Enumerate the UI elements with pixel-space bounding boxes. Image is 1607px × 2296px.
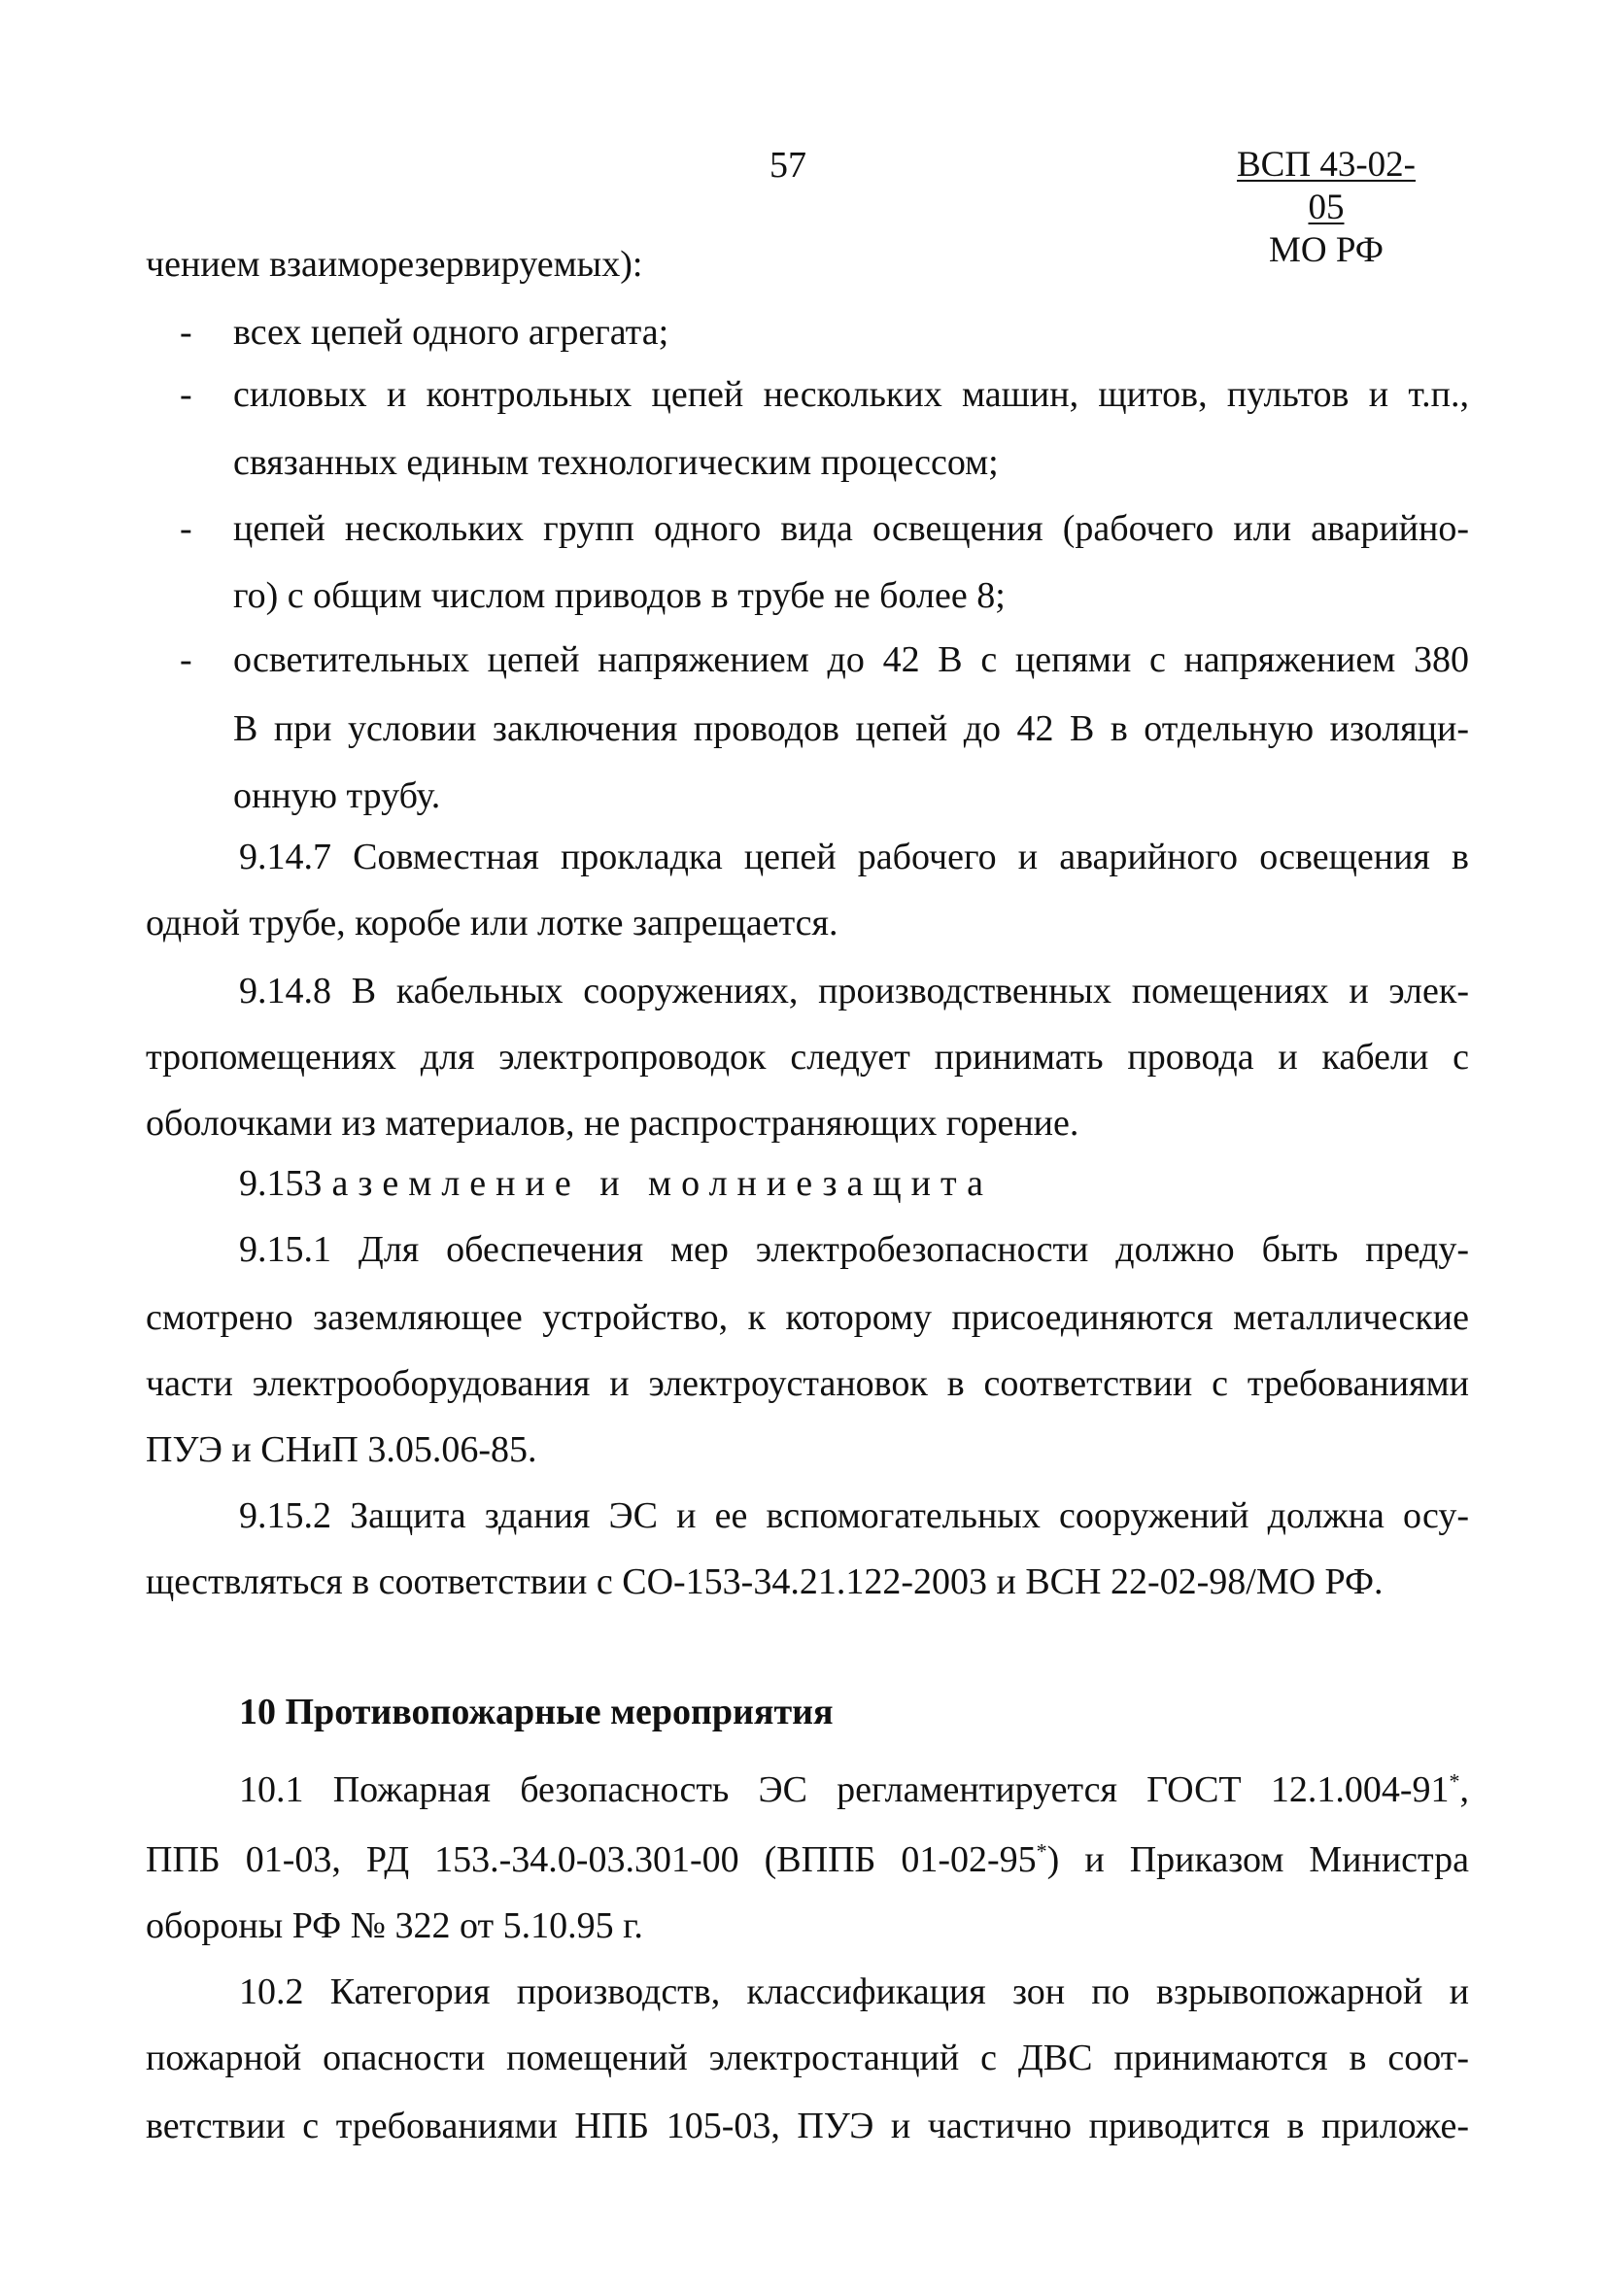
punctuation: ,: [1459, 1769, 1469, 1810]
paragraph-line: 9.15.1 Для обеспечения мер электробезопасности должно быть преду-: [239, 1229, 1469, 1270]
paragraph-line: 9.15.2 Защита здания ЭС и ее вспомогательных сооружений должна осу-: [239, 1495, 1469, 1536]
list-item-text: осветительных цепей напряжением до 42 В с цепями с напряжением 380: [233, 639, 1469, 680]
list-item-text: всех цепей одного агрегата;: [233, 312, 669, 353]
paragraph-line: части электрооборудования и электроустановок в соответствии с требованиями: [146, 1363, 1469, 1404]
paragraph-text: ППБ 01-03, РД 153.-34.0-03.301-00 (ВППБ 01-02-95: [146, 1839, 1037, 1880]
list-item-text: В при условии заключения проводов цепей до 42 В в отдельную изоляци-: [233, 708, 1469, 749]
paragraph-line: оболочками из материалов, не распространяющих горение.: [146, 1103, 1079, 1144]
list-item-text: силовых и контрольных цепей нескольких машин, щитов, пультов и т.п.,: [233, 374, 1469, 415]
section-number: 9.15: [239, 1163, 304, 1204]
page-number: 57: [769, 145, 806, 186]
list-bullet-dash: -: [180, 374, 192, 415]
document-organization: МО РФ: [1268, 230, 1385, 270]
list-item-text: цепей нескольких групп одного вида освещения (рабочего или аварийно-: [233, 508, 1469, 549]
paragraph-line: [239, 1766, 1469, 1813]
text-line: чением взаиморезервируемых):: [146, 244, 643, 285]
list-bullet-dash: -: [180, 508, 192, 549]
document-header: [1219, 144, 1433, 272]
section-heading: 10 Противопожарные мероприятия: [239, 1692, 834, 1732]
paragraph-line: обороны РФ № 322 от 5.10.95 г.: [146, 1905, 643, 1946]
paragraph-line: пожарной опасности помещений электростанций с ДВС принимаются в соот-: [146, 2038, 1469, 2078]
footnote-star: *: [1036, 1838, 1047, 1864]
paragraph-line: ПУЭ и СНиП 3.05.06-85.: [146, 1429, 537, 1470]
paragraph-text: 10.1 Пожарная безопасность ЭС регламентируется ГОСТ 12.1.004-91: [239, 1769, 1450, 1810]
paragraph-line: 9.14.8 В кабельных сооружениях, производственных помещениях и элек-: [239, 971, 1469, 1011]
document-code: ВСП 43-02-05: [1237, 145, 1416, 227]
paragraph-line: ществляться в соответствии с СО-153-34.21.122-2003 и ВСН 22-02-98/МО РФ.: [146, 1561, 1384, 1602]
paragraph-line: ветствии с требованиями НПБ 105-03, ПУЭ и частично приводится в приложе-: [146, 2106, 1469, 2146]
paragraph-line: смотрено заземляющее устройство, к которому присоединяются металлические: [146, 1297, 1469, 1338]
paragraph-line: тропомещениях для электропроводок следует принимать провода и кабели с: [146, 1037, 1469, 1078]
section-heading: [239, 1160, 993, 1207]
paragraph-line: 10.2 Категория производств, классификация зон по взрывопожарной и: [239, 1971, 1469, 2012]
list-item-text: го) с общим числом приводов в трубе не более 8;: [233, 575, 1006, 616]
paragraph-line: 9.14.7 Совместная прокладка цепей рабочего и аварийного освещения в: [239, 837, 1469, 877]
list-bullet-dash: -: [180, 312, 192, 353]
section-title: Заземление и молниезащита: [303, 1163, 993, 1204]
list-item-text: онную трубу.: [233, 775, 441, 816]
footnote-star: *: [1449, 1768, 1460, 1794]
paragraph-line: [146, 1836, 1469, 1883]
paragraph-line: одной трубе, коробе или лотке запрещается.: [146, 903, 838, 943]
list-bullet-dash: -: [180, 639, 192, 680]
list-item-text: связанных единым технологическим процессом;: [233, 442, 999, 483]
paragraph-text: ) и Приказом Министра: [1046, 1839, 1469, 1880]
